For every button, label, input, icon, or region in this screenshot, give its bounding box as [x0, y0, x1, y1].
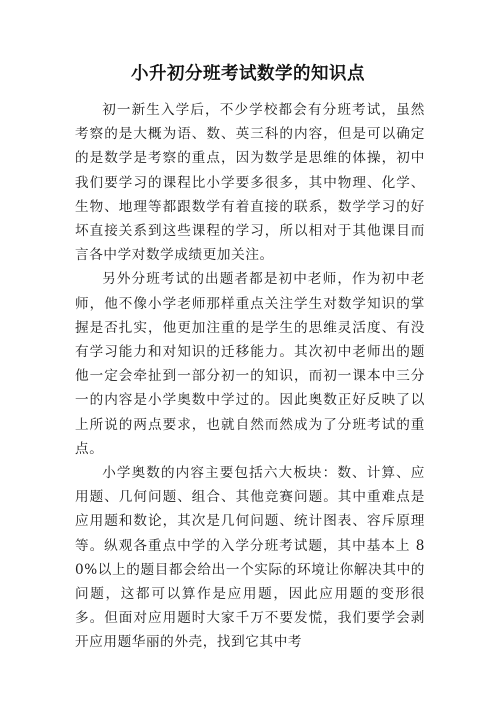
document-body — [75, 98, 425, 655]
paragraph-2: 另外分班考试的出题者都是初中老师，作为初中老师，他不像小学老师那样重点关注学生对数学知识的掌握是否扎实，他更加注重的是学生的思维灵活度、有没有学习能力和对知识的迁移能力。其次初中老师出的题他一定会牵扯到一部分初一的知识，而初一课本中三分一的内容是小学奥数中学过的。因此奥数正好反映了以上所说的两点要求，也就自然而然成为了分班考试的重点。 — [75, 271, 425, 457]
document-title: 小升初分班考试数学的知识点 — [131, 64, 365, 84]
paragraph-1: 初一新生入学后，不少学校都会有分班考试，虽然考察的是大概为语、数、英三科的内容，但是可以确定的是数学是考察的重点，因为数学是思维的体操，初中我们要学习的课程比小学要多很多，其中物理、化学、生物、地理等都跟数学有着直接的联系，数学学习的好坏直接关系到这些课程的学习，所以相对于其他课目而言各中学对数学成绩更加关注。 — [75, 102, 425, 264]
paragraph-3: 小学奥数的内容主要包括六大板块：数、计算、应用题、几何问题、组合、其他竞赛问题。其中重难点是应用题和数论，其次是几何问题、统计图表、容斥原理等。纵观各重点中学的入学分班考试题，其中基本上 80%以上的题目都会给出一个实际的环境让你解决其中的问题，这都可以算作是应用题，因此应用题的变形很多。但面对应用题时大家千万不要发慌，我们要学会剥开应用题华丽的外壳，找到它其中考 — [75, 465, 425, 651]
